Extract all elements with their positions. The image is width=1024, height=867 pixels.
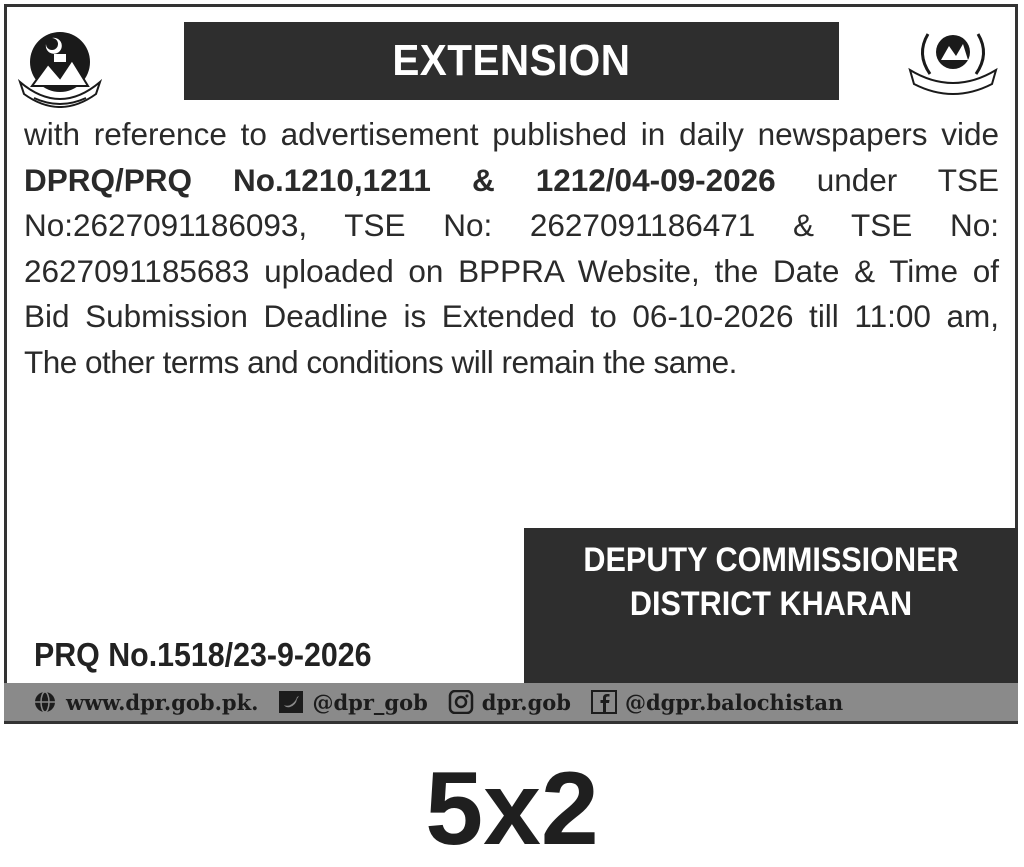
notice-line: Bid Submission Deadline is Extended to 06-10-2026 till 11:00 am,	[24, 298, 999, 334]
twitter-link[interactable]	[278, 690, 427, 715]
notice-line	[24, 158, 999, 204]
balochistan-emblem-logo	[14, 20, 106, 108]
notice-body	[24, 112, 999, 385]
page-title: EXTENSION	[392, 36, 631, 85]
twitter-handle: @dpr_gob	[312, 689, 428, 715]
notice-line: No:2627091186093, TSE No: 2627091186471 & TSE No:	[24, 207, 999, 243]
facebook-handle: @dgpr.balochistan	[625, 689, 844, 715]
notice-line-text: under TSE	[816, 161, 999, 198]
signature-block	[524, 528, 1018, 683]
globe-icon	[32, 690, 58, 714]
reference-number: DPRQ/PRQ No.1210,1211 & 1212/04-09-2026	[24, 161, 776, 198]
signatory-district: DISTRICT KHARAN	[629, 585, 913, 623]
twitter-icon	[278, 690, 304, 714]
ad-size-label: 5x2	[425, 751, 599, 867]
prq-number: PRQ No.1518/23-9-2026	[34, 636, 372, 673]
notice-line: The other terms and conditions will remain the same.	[24, 343, 737, 380]
instagram-icon	[448, 690, 474, 714]
dgpr-emblem-logo	[906, 24, 1000, 96]
facebook-icon	[591, 690, 617, 714]
instagram-link[interactable]	[448, 690, 571, 715]
footer-bar	[4, 683, 1018, 721]
website-text: www.dpr.gob.pk.	[66, 689, 259, 715]
website-link[interactable]	[32, 690, 258, 715]
signatory-title: DEPUTY COMMISSIONER	[583, 541, 959, 579]
instagram-handle: dpr.gob	[481, 689, 571, 715]
notice-line: 2627091185683 uploaded on BPPRA Website, the Date & Time of	[24, 252, 999, 289]
facebook-link[interactable]	[591, 690, 843, 715]
title-banner	[184, 22, 839, 100]
notice-line: with reference to advertisement published in daily newspapers vide	[24, 116, 999, 152]
